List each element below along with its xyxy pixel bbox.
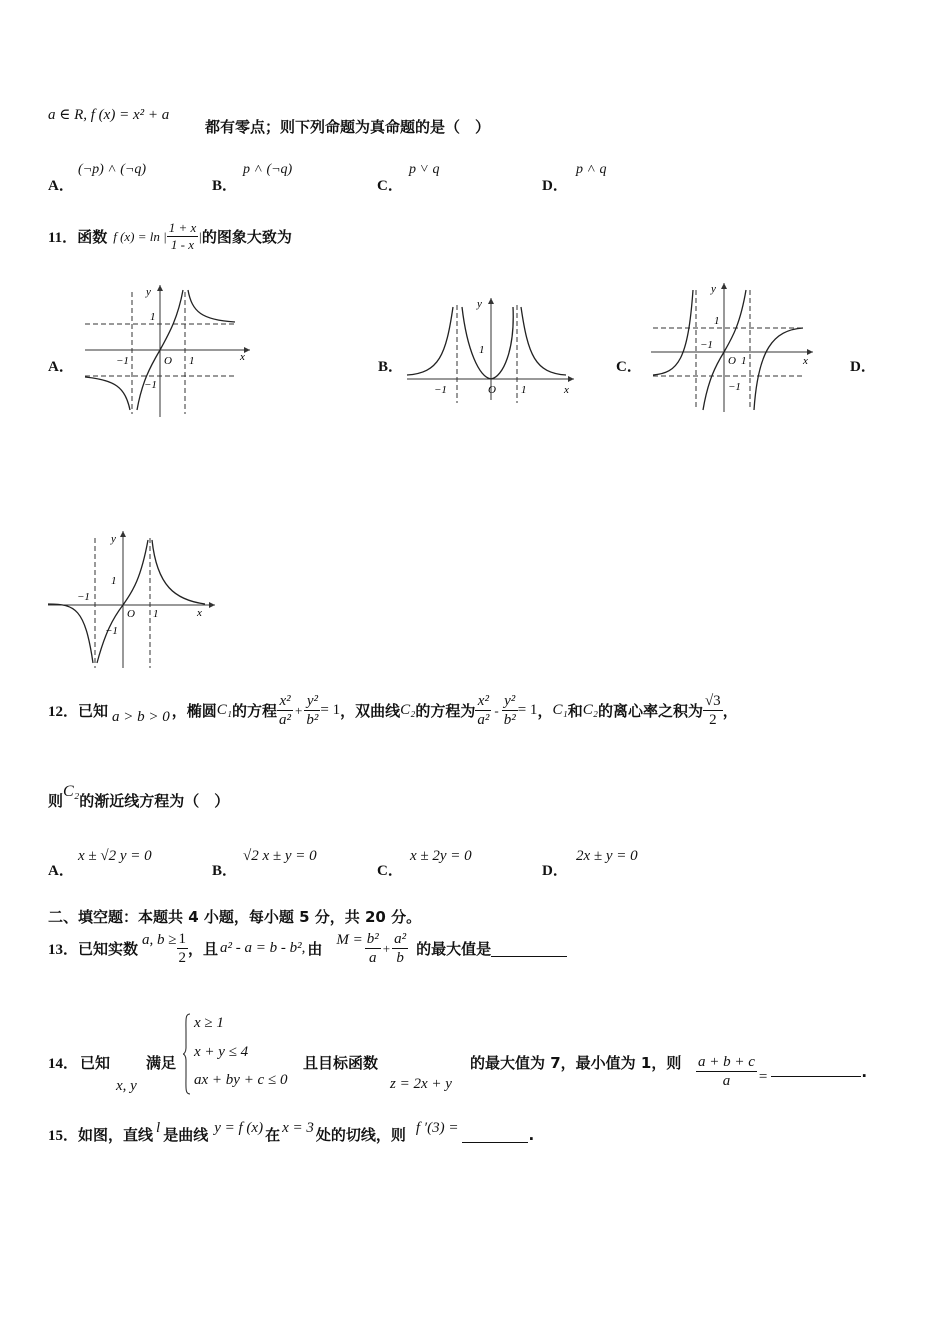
- eq-sign: =: [758, 1069, 768, 1085]
- origin-label: O: [488, 384, 496, 396]
- frac-den: 2: [709, 712, 717, 728]
- q13-text2: ，且: [188, 940, 219, 958]
- q15-answer-blank[interactable]: [462, 1126, 528, 1143]
- q12-option-a-expr: x ± √2 y = 0: [78, 848, 152, 864]
- x-label: x: [564, 384, 569, 396]
- q11-option-b-label[interactable]: B．: [378, 359, 404, 375]
- plus-sign: +: [295, 702, 303, 718]
- and-text: 和: [567, 702, 583, 720]
- q13-half-frac: [177, 930, 189, 967]
- tick-neg1: −1: [700, 339, 713, 351]
- frac-num: a + b + c: [698, 1054, 755, 1070]
- q12-question-text: 的渐近线方程为（ ）: [79, 792, 230, 810]
- q14-text2: 满足: [146, 1054, 177, 1072]
- origin-label: O: [127, 608, 135, 620]
- frac-den: b²: [503, 712, 516, 728]
- q10-option-a-expr: (¬p) ˄ (¬q): [78, 162, 146, 177]
- frac-den: b: [396, 950, 404, 966]
- q10-condition: a ∈ R, f (x) = x² + a: [48, 107, 170, 123]
- q11-text2: 的图象大致为: [201, 228, 292, 246]
- q12-text-known: 已知: [78, 702, 109, 720]
- q12-ellipse-y-frac: [304, 692, 320, 729]
- q15-text1: 如图，直线: [78, 1126, 154, 1144]
- q12-number: 12．: [48, 704, 79, 720]
- q12-c2-line2: C₂: [63, 783, 80, 800]
- q12-c1: C₁: [216, 702, 233, 718]
- frac-num: x²: [277, 692, 293, 711]
- curve-left: [407, 307, 453, 375]
- q12-option-d-label[interactable]: D．: [542, 863, 568, 879]
- q14-sys-3: ax + by + c ≤ 0: [194, 1072, 288, 1088]
- section-title: 二、填空题：本题共 4 小题，每小题 5 分，共 20 分。: [48, 908, 422, 926]
- frac-num: b²: [366, 931, 379, 947]
- q14-z: z = 2x + y: [390, 1076, 452, 1092]
- q14-vars: x, y: [116, 1078, 137, 1094]
- frac-den: a: [722, 1073, 731, 1089]
- period: .: [528, 1125, 535, 1144]
- q10-option-c-label[interactable]: C．: [377, 178, 403, 194]
- q15-curve: y = f (x): [214, 1120, 264, 1136]
- q12-cond: a > b > 0: [112, 709, 170, 725]
- q12-product-frac: [703, 692, 723, 729]
- frac-num: y²: [502, 692, 518, 711]
- curve-middle: [462, 307, 513, 379]
- q12-text-product: 的离心率之积为: [597, 702, 703, 720]
- q14-ratio: [696, 1053, 867, 1090]
- frac-den: a²: [477, 712, 490, 728]
- frac-num: y²: [304, 692, 320, 711]
- eq-sign: = 1: [320, 702, 341, 718]
- q11-option-a-label[interactable]: A．: [48, 359, 74, 375]
- frac-den: a²: [279, 712, 292, 728]
- q11-frac-num: 1 + x: [168, 220, 197, 235]
- q14-text3: 且目标函数: [303, 1054, 379, 1072]
- q15-stem: [48, 1120, 535, 1145]
- eq-sign: = 1: [517, 702, 538, 718]
- q13-number: 13．: [48, 942, 79, 958]
- curve-left: [653, 290, 693, 375]
- frac-den: b²: [306, 712, 319, 728]
- q12-line2: [48, 783, 230, 811]
- curve-left: [85, 377, 130, 410]
- tick-1: 1: [479, 344, 485, 356]
- x-label: x: [240, 351, 245, 363]
- q11-graph-a[interactable]: [80, 282, 255, 422]
- q13-text4: 的最大值是: [416, 940, 492, 958]
- q15-text2: 是曲线: [163, 1126, 209, 1144]
- q11-graph-d[interactable]: [45, 528, 220, 670]
- q11-stem: [48, 220, 292, 253]
- tick-1: 1: [150, 311, 156, 323]
- minus-sign: -: [494, 702, 499, 718]
- q12-c2-ref: C₂: [582, 702, 598, 718]
- q12-text-eq2: 的方程为: [415, 702, 476, 720]
- q12-c1-ref: C₁: [552, 702, 568, 718]
- q13-answer-blank[interactable]: [491, 940, 567, 957]
- curve-right: [521, 307, 566, 375]
- tick-1-x: 1: [153, 608, 159, 620]
- q12-text-hyperbola: ，双曲线: [340, 702, 401, 720]
- q11-text1: 函数: [77, 228, 108, 246]
- q11-frac-den: 1 - x: [170, 237, 195, 252]
- q14-text1: 已知: [80, 1054, 111, 1072]
- frac-den: a: [369, 950, 377, 966]
- q13-frac2: [392, 930, 408, 967]
- tick-1: 1: [111, 575, 117, 587]
- y-label: y: [146, 286, 151, 298]
- tick-1-x: 1: [521, 384, 527, 396]
- q10-option-d-label[interactable]: D．: [542, 178, 568, 194]
- tick-1: 1: [714, 315, 720, 327]
- curve-left: [48, 604, 93, 663]
- q12-c2: C₂: [400, 702, 416, 718]
- q14-text4: 的最大值为 7，最小值为 1，则: [470, 1054, 682, 1072]
- frac-num: 1: [178, 931, 187, 947]
- q11-option-d-label[interactable]: D．: [850, 359, 876, 375]
- tick-neg1-y: −1: [144, 379, 157, 391]
- tick-neg1: −1: [116, 355, 129, 367]
- q12-option-c-label[interactable]: C．: [377, 863, 403, 879]
- q11-func: f (x) = ln |: [113, 228, 167, 244]
- q15-line-l: l: [156, 1120, 161, 1136]
- q14-sys-2: x + y ≤ 4: [194, 1044, 249, 1060]
- q15-number: 15．: [48, 1128, 79, 1144]
- origin-label: O: [164, 355, 172, 367]
- curve-right: [754, 328, 803, 410]
- q13-stem: [48, 930, 567, 967]
- tick-neg1-y: −1: [728, 381, 741, 393]
- q13-cond: a, b ≥: [142, 932, 177, 948]
- q11-graph-c[interactable]: [648, 280, 818, 415]
- curve-right: [152, 540, 205, 604]
- origin-label: O: [728, 355, 736, 367]
- q13-text1: 已知实数: [78, 940, 139, 958]
- frac-num: a²: [394, 931, 407, 947]
- q13-frac1: [365, 930, 381, 967]
- q11-func-end: |: [198, 228, 202, 244]
- tick-1-x: 1: [741, 355, 747, 367]
- y-label: y: [111, 533, 116, 545]
- q12-option-d-expr: 2x ± y = 0: [576, 848, 638, 864]
- tick-1-x: 1: [189, 355, 195, 367]
- frac-num: x²: [475, 692, 491, 711]
- comma: ，: [537, 702, 553, 720]
- q10-option-a-label[interactable]: A．: [48, 178, 74, 194]
- q15-text3: 在: [265, 1126, 281, 1144]
- y-label: y: [477, 298, 482, 310]
- period: .: [861, 1062, 868, 1081]
- y-label: y: [711, 283, 716, 295]
- q14-answer-blank[interactable]: [771, 1062, 861, 1077]
- q12-stem: [48, 692, 738, 729]
- q15-text4: 处的切线，则: [315, 1126, 406, 1144]
- q13-M: M =: [336, 932, 363, 948]
- q14-sys-1: x ≥ 1: [194, 1015, 224, 1031]
- q10-option-d-expr: p ˄ q: [576, 162, 607, 177]
- q11-number: 11．: [48, 230, 78, 246]
- frac-den: 2: [178, 950, 187, 966]
- q11-fraction: [167, 220, 199, 253]
- q14-number: 14．: [48, 1056, 79, 1072]
- q13-equation: a² - a = b - b²,: [220, 940, 306, 956]
- tick-neg1: −1: [77, 591, 90, 603]
- comma: ，: [722, 702, 738, 720]
- q12-option-a-label[interactable]: A．: [48, 863, 74, 879]
- q10-option-c-expr: p ˅ q: [409, 162, 440, 177]
- q10-text: 都有零点；则下列命题为真命题的是（ ）: [205, 118, 491, 136]
- q12-text-eq: 的方程: [232, 702, 278, 720]
- x-label: x: [803, 355, 808, 367]
- q12-option-b-expr: √2 x ± y = 0: [243, 848, 317, 864]
- frac-num: √3: [704, 693, 721, 709]
- then-text: 则: [48, 792, 64, 810]
- q12-ellipse-x-frac: [277, 692, 293, 729]
- q14-frac: [696, 1053, 757, 1090]
- plus-sign: +: [382, 940, 391, 956]
- q12-hyp-x-frac: [475, 692, 491, 729]
- tick-neg1-y: −1: [105, 625, 118, 637]
- q12-option-c-expr: x ± 2y = 0: [410, 848, 472, 864]
- q14-brace: [182, 1012, 192, 1096]
- q11-option-c-label[interactable]: C．: [616, 359, 642, 375]
- q10-option-b-label[interactable]: B．: [212, 178, 238, 194]
- q15-xeq: x = 3: [282, 1120, 314, 1136]
- q12-hyp-y-frac: [502, 692, 518, 729]
- q12-option-b-label[interactable]: B．: [212, 863, 238, 879]
- q12-text-ellipse: ，椭圆: [171, 702, 217, 720]
- q13-text3: 由: [307, 940, 323, 958]
- curve-right: [188, 290, 235, 322]
- q10-option-b-expr: p ˄ (¬q): [243, 162, 293, 177]
- q15-derivative: f ′(3) =: [415, 1120, 459, 1136]
- x-label: x: [197, 607, 202, 619]
- q11-graph-b[interactable]: [404, 295, 579, 405]
- tick-neg1: −1: [434, 384, 447, 396]
